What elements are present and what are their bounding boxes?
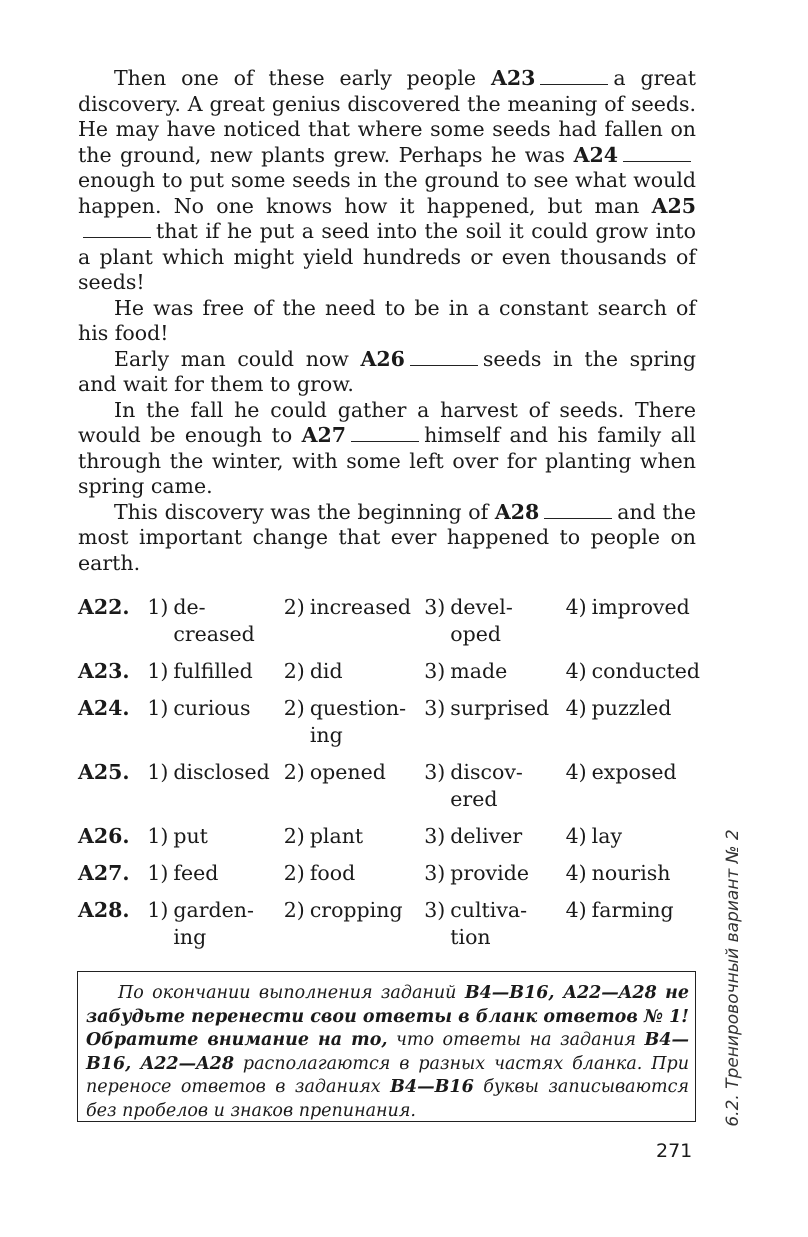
option-number: 1) (147, 696, 169, 720)
question-marker: A24 (573, 142, 618, 167)
option-number: 1) (147, 760, 169, 784)
side-label-text: 6.2. Тренировочный вариант № 2 (723, 829, 743, 1127)
option-content (566, 823, 700, 850)
answer-option (566, 860, 700, 897)
option-content (424, 695, 565, 722)
option-number: 1) (147, 659, 169, 683)
answer-option (566, 594, 700, 658)
question-number: A27. (78, 861, 130, 885)
option-number: 3) (424, 659, 446, 683)
answer-option (284, 695, 424, 759)
options-body (78, 594, 700, 961)
question-marker: A26 (360, 346, 405, 371)
option-content (147, 759, 283, 786)
option-label: did (309, 659, 343, 683)
option-row (78, 695, 700, 759)
option-number: 4) (565, 824, 587, 848)
text: enough to put some seeds in the ground to see what would happen. No one knows how it happened, but man (78, 168, 696, 218)
option-content (147, 823, 283, 850)
answer-option (147, 594, 283, 658)
question-number: A22. (78, 595, 130, 619)
answer-option (284, 594, 424, 658)
bold-text: B4—B16 (390, 1077, 474, 1097)
question-number: A25. (78, 760, 130, 784)
text: что ответы на задания (396, 1030, 636, 1050)
option-row (78, 897, 700, 961)
paragraph: He was free of the need to be in a constant search of his food! (78, 295, 696, 345)
text: a great discovery. A great genius discovered the meaning of seeds. He may have noticed that where some seeds had fallen on the ground, new plants grew. Perhaps he was (78, 66, 696, 167)
option-number: 2) (283, 595, 305, 619)
option-number: 3) (424, 824, 446, 848)
option-label: plant (309, 824, 364, 848)
answer-option (147, 759, 283, 823)
text: and the most important change that ever happened to people on earth. (78, 499, 696, 575)
option-label: curious (173, 696, 251, 720)
answer-blank (410, 348, 478, 366)
text: Then one of these early people (114, 66, 477, 90)
option-content (284, 860, 424, 887)
option-row (78, 594, 700, 658)
answer-blank (623, 144, 691, 162)
instructions-text (86, 982, 689, 1123)
answer-blank (83, 220, 151, 238)
option-number: 2) (283, 898, 305, 922)
option-content (147, 658, 283, 685)
option-row (78, 658, 700, 695)
option-content (566, 860, 700, 887)
option-label: farming (591, 898, 674, 922)
option-content (424, 897, 565, 951)
option-number: 4) (565, 898, 587, 922)
text: располагаются в разных частях бланка. При переносе ответов в заданиях (86, 1053, 689, 1097)
option-content (424, 594, 565, 648)
option-label: disclosed (173, 760, 270, 784)
option-label: devel- oped (450, 595, 513, 646)
option-label: puzzled (591, 696, 672, 720)
answer-option (147, 897, 283, 961)
text: himself and his family all through the winter, with some left over for planting when spring came. (78, 423, 696, 498)
option-label: put (173, 824, 208, 848)
answer-option (284, 860, 424, 897)
option-content (566, 759, 700, 786)
question-number: A28. (78, 898, 130, 922)
option-number: 2) (283, 861, 305, 885)
option-row (78, 823, 700, 860)
option-content (424, 658, 565, 685)
answer-option (147, 860, 283, 897)
option-label: increased (309, 595, 411, 619)
answer-option (284, 658, 424, 695)
option-label: provide (450, 861, 529, 885)
question-number: A24. (78, 696, 130, 720)
answer-option (566, 695, 700, 759)
bold-text: не забудьте перенести свои ответы в бланк ответов № 1! Обратите внимание на то, (86, 983, 689, 1050)
text: Early man could now (114, 346, 349, 371)
option-label: lay (591, 824, 623, 848)
option-number: 3) (424, 595, 446, 619)
option-label: surprised (450, 696, 550, 720)
paragraph (78, 66, 696, 296)
option-content (284, 658, 424, 685)
text: seeds in the spring and wait for them to grow. (78, 346, 696, 396)
option-row (78, 759, 700, 823)
option-label: feed (173, 861, 219, 885)
question-marker: A27 (301, 423, 347, 447)
answer-option (424, 860, 565, 897)
option-number: 3) (424, 760, 446, 784)
options-table (78, 594, 700, 961)
answer-option (284, 823, 424, 860)
answer-option (147, 695, 283, 759)
option-number: 4) (565, 861, 587, 885)
option-number: 1) (147, 595, 169, 619)
option-label: question- ing (309, 696, 407, 747)
option-content (424, 860, 565, 887)
paragraph (78, 347, 696, 398)
instructions-box (77, 971, 696, 1122)
answer-option (284, 897, 424, 961)
question-marker: A25 (651, 193, 696, 218)
answer-option (566, 823, 700, 860)
option-row (78, 860, 700, 897)
option-label: made (450, 659, 508, 683)
option-label: improved (591, 595, 690, 619)
text: In the fall he could gather a harvest of seeds. There would be enough to (78, 397, 696, 447)
answer-option (424, 658, 565, 695)
option-number: 4) (565, 760, 587, 784)
option-label: food (309, 861, 356, 885)
option-content (566, 695, 700, 722)
option-label: cropping (309, 898, 403, 922)
option-content (284, 897, 424, 924)
text: По окончании выполнения заданий (118, 983, 457, 1003)
option-label: exposed (591, 760, 677, 784)
option-number: 1) (147, 824, 169, 848)
option-label: de- creased (173, 595, 255, 646)
option-number: 1) (147, 861, 169, 885)
option-number: 4) (565, 595, 587, 619)
text: that if he put a seed into the soil it could grow into a plant which might yield hundreds or even thousands of seeds! (78, 219, 696, 294)
option-number: 2) (283, 696, 305, 720)
paragraph (78, 500, 696, 577)
option-number: 2) (283, 659, 305, 683)
option-number: 1) (147, 898, 169, 922)
text: буквы записываются без пробелов и знаков препинания. (86, 1077, 689, 1121)
answer-option (147, 658, 283, 695)
option-number: 4) (565, 696, 587, 720)
option-content (424, 823, 565, 850)
answer-option (424, 897, 565, 961)
option-content (147, 594, 283, 648)
answer-blank (544, 501, 612, 519)
bold-text: B4—B16, A22—A28 (464, 983, 657, 1003)
option-content (284, 759, 424, 786)
page-number: 271 (656, 1140, 693, 1162)
answer-blank (351, 424, 419, 442)
text: This discovery was the beginning of (114, 499, 489, 524)
answer-option (566, 897, 700, 961)
option-label: opened (309, 760, 386, 784)
answer-option (566, 658, 700, 695)
option-number: 2) (283, 760, 305, 784)
question-number: A26. (78, 824, 130, 848)
answer-option (284, 759, 424, 823)
answer-option (424, 759, 565, 823)
answer-option (424, 695, 565, 759)
answer-option (566, 759, 700, 823)
answer-option (424, 594, 565, 658)
option-label: fulfilled (173, 659, 253, 683)
option-content (147, 695, 283, 722)
question-number: A23. (78, 659, 130, 683)
option-number: 3) (424, 861, 446, 885)
option-label: conducted (591, 659, 700, 683)
option-number: 4) (565, 659, 587, 683)
option-content (284, 695, 424, 749)
option-label: discov- ered (450, 760, 523, 811)
option-content (566, 594, 700, 621)
option-label: deliver (450, 824, 523, 848)
question-marker: A28 (494, 499, 540, 524)
option-content (566, 897, 700, 924)
bold-text: B4—B16, A22—A28 (86, 1030, 689, 1074)
option-content (566, 658, 700, 685)
option-number: 2) (283, 824, 305, 848)
question-marker: A23 (490, 66, 536, 90)
option-label: cultiva- tion (450, 898, 528, 949)
option-content (284, 594, 424, 621)
option-label: nourish (591, 861, 671, 885)
answer-option (147, 823, 283, 860)
option-number: 3) (424, 696, 446, 720)
answer-option (424, 823, 565, 860)
paragraph (78, 398, 696, 500)
option-content (424, 759, 565, 813)
passage (78, 66, 696, 576)
option-label: garden- ing (173, 898, 254, 949)
option-content (147, 897, 283, 951)
answer-blank (540, 67, 608, 85)
option-content (284, 823, 424, 850)
option-number: 3) (424, 898, 446, 922)
option-content (147, 860, 283, 887)
